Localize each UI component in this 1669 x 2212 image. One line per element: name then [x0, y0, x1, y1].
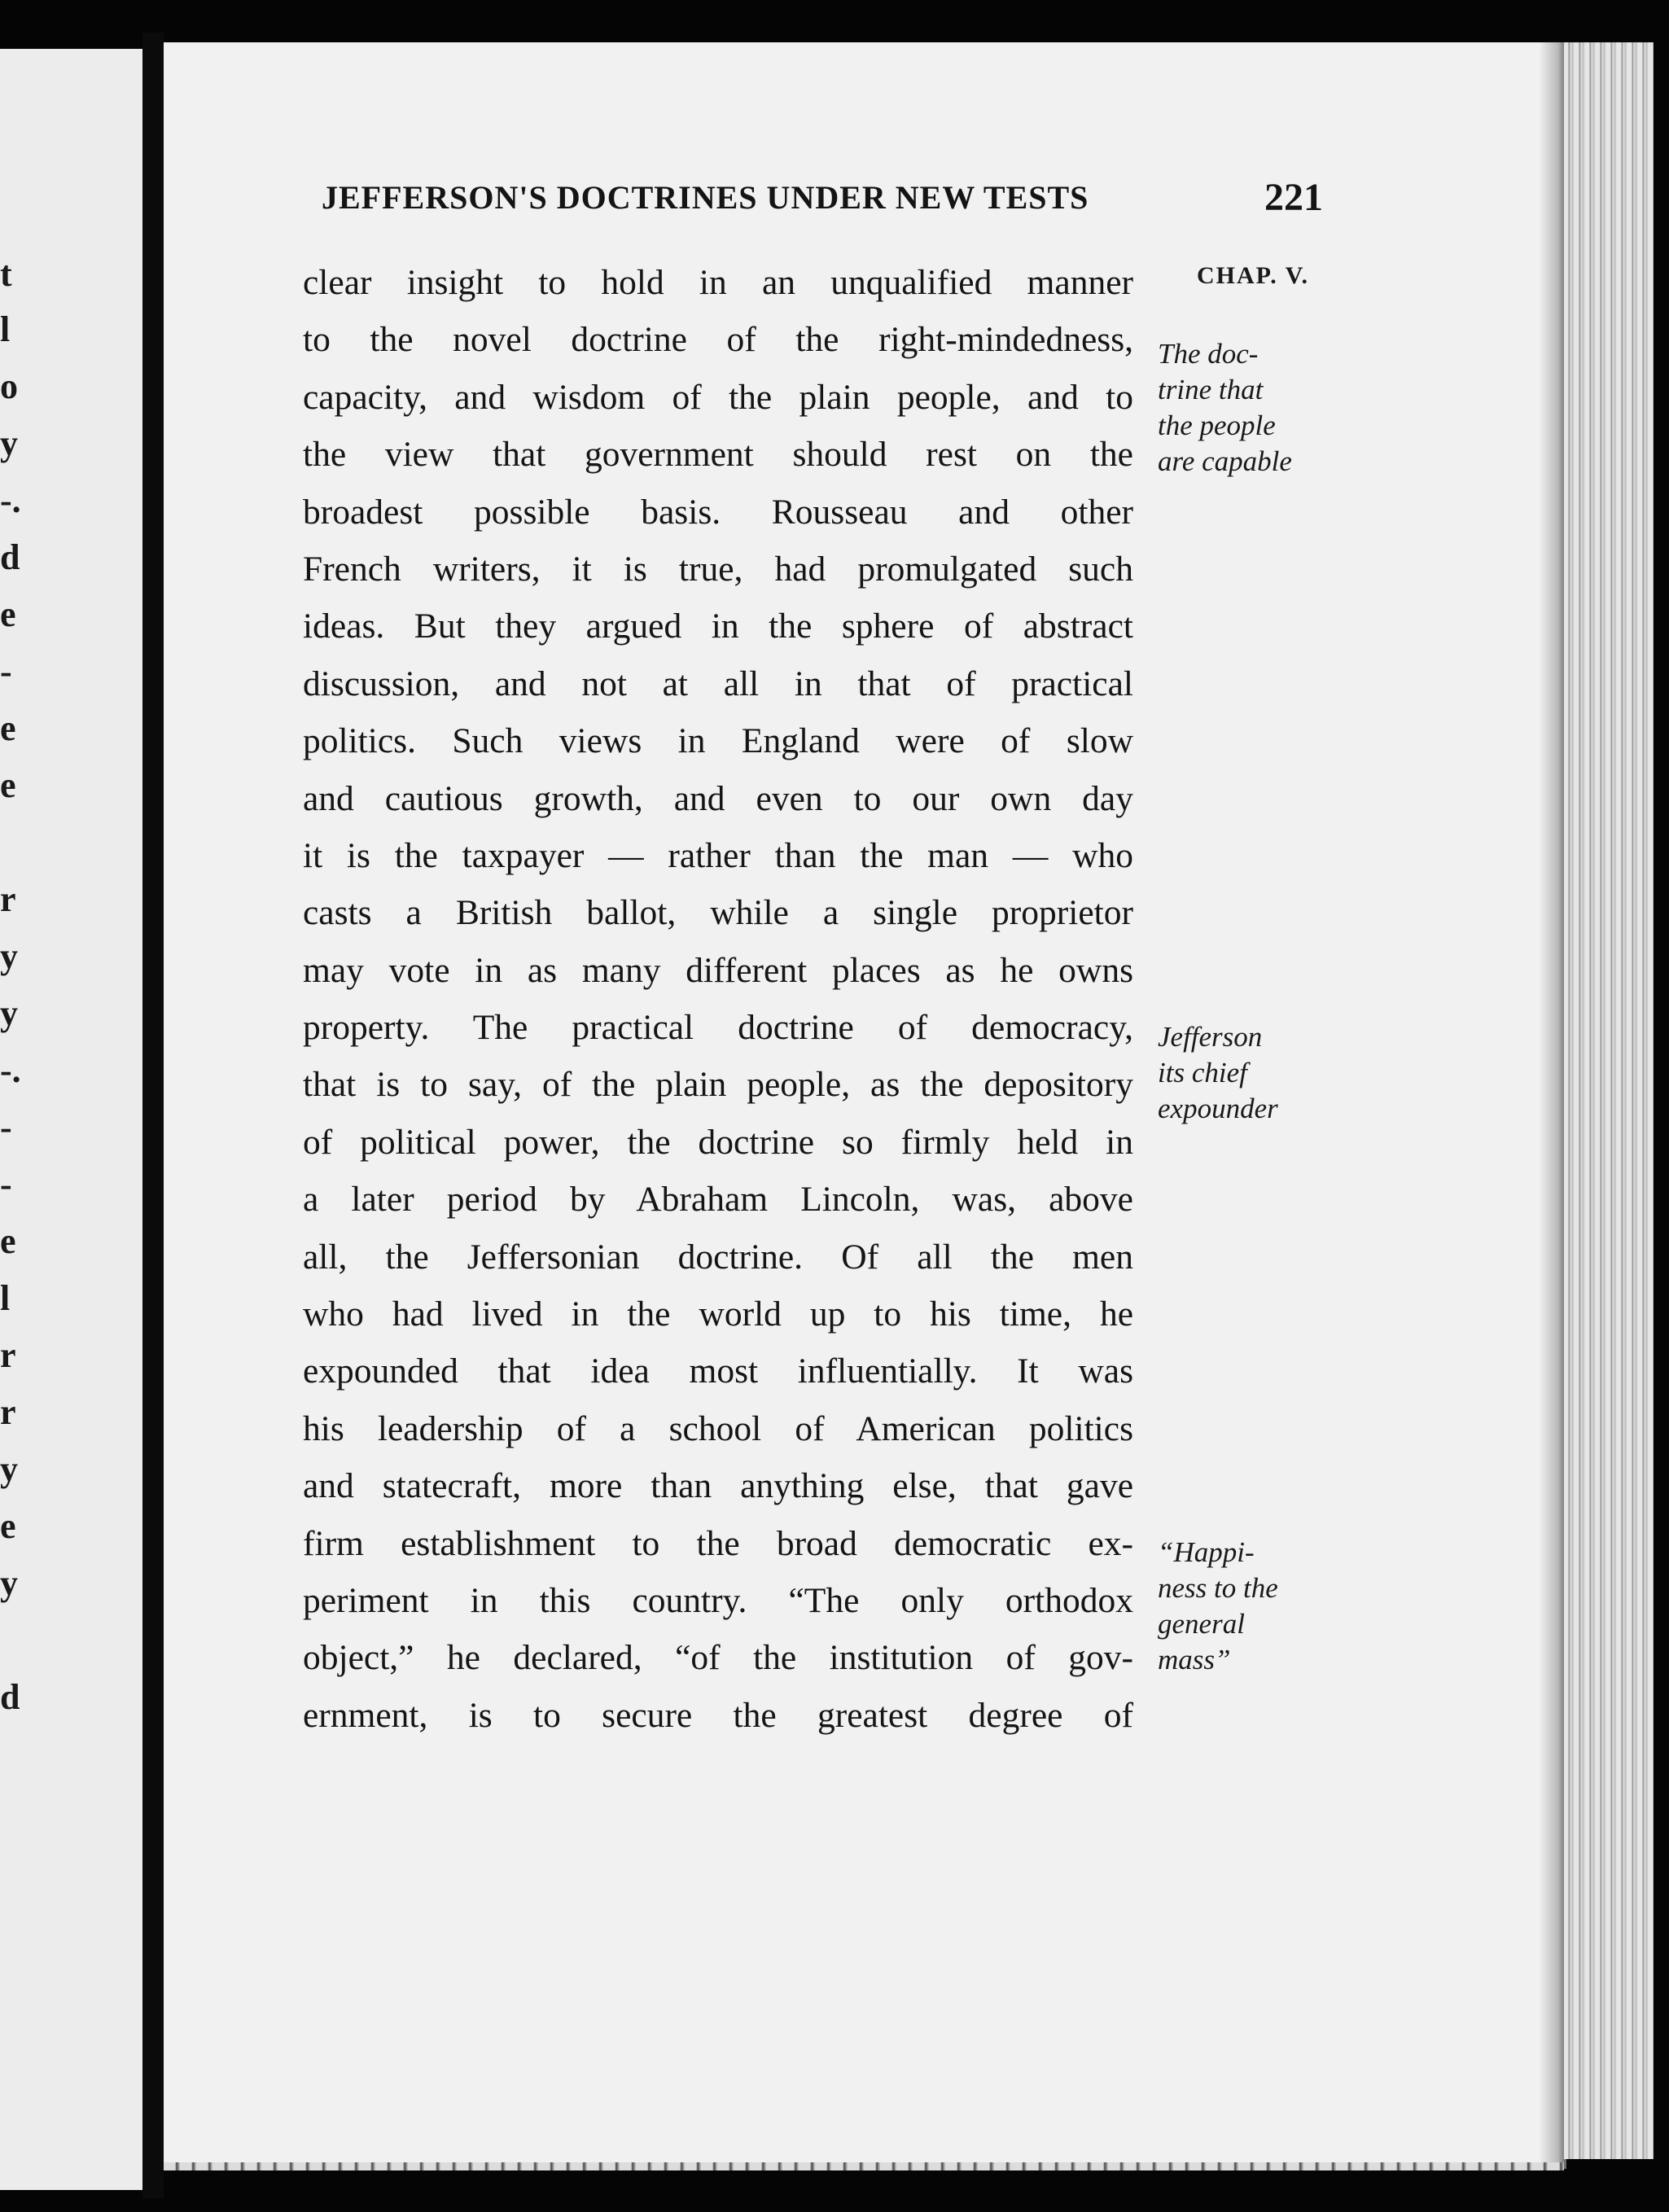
text-line: the view that government should rest on the [303, 435, 1133, 475]
facing-page-letter: e [0, 708, 16, 748]
side-note-line: The doc- [1158, 338, 1259, 370]
text-line: all, the Jeffersonian doctrine. Of all the men [303, 1237, 1133, 1277]
page-number: 221 [1264, 176, 1323, 219]
facing-page-letter: l [0, 1278, 11, 1318]
facing-page-letter: y [0, 423, 18, 463]
text-line: of political power, the doctrine so firmly held in [303, 1122, 1133, 1162]
body-text [303, 254, 1133, 1744]
facing-page-letter: e [0, 765, 16, 805]
facing-page-letter: y [0, 1449, 18, 1489]
facing-page-letter: - [0, 651, 12, 691]
text-line: that is to say, of the plain people, as the depository [303, 1065, 1133, 1105]
facing-page-letter: y [0, 936, 18, 976]
chapter-label: CHAP. V. [1197, 262, 1309, 289]
text-line: firm establishment to the broad democratic ex- [303, 1523, 1133, 1563]
facing-page-letter: r [0, 1335, 16, 1375]
text-line: it is the taxpayer — rather than the man — who [303, 835, 1133, 875]
text-line: and statecraft, more than anything else, that gave [303, 1466, 1133, 1506]
side-note-line: are capable [1158, 445, 1292, 477]
text-line: casts a British ballot, while a single proprietor [303, 893, 1133, 933]
text-line: French writers, it is true, had promulgated such [303, 549, 1133, 589]
text-line: discussion, and not at all in that of practical [303, 664, 1133, 703]
facing-page-letter: e [0, 1506, 16, 1546]
page-header [322, 175, 1323, 224]
text-line: broadest possible basis. Rousseau and other [303, 492, 1133, 532]
facing-page-letter: t [0, 254, 12, 294]
page-edge-shadow [1539, 42, 1566, 2169]
text-line: his leadership of a school of American politics [303, 1408, 1133, 1448]
side-note-line: ness to the [1158, 1572, 1278, 1604]
text-line: periment in this country. “The only orthodox [303, 1580, 1133, 1620]
text-line: and cautious growth, and even to our own day [303, 778, 1133, 818]
text-line: who had lived in the world up to his time, he [303, 1294, 1133, 1334]
facing-page-letter: e [0, 594, 16, 634]
facing-page-letter: - [0, 1107, 12, 1147]
text-line: ernment, is to secure the greatest degree of [303, 1695, 1133, 1735]
text-line: clear insight to hold in an unqualified manner [303, 263, 1133, 302]
text-line: property. The practical doctrine of democracy, [303, 1008, 1133, 1048]
text-line: may vote in as many different places as he owns [303, 950, 1133, 990]
text-line: ideas. But they argued in the sphere of abstract [303, 607, 1133, 646]
side-note [1158, 1019, 1329, 1127]
facing-page-letter: d [0, 537, 20, 577]
side-note-line: mass” [1158, 1644, 1231, 1675]
side-note [1158, 336, 1329, 480]
page-bottom-edge [164, 2162, 1564, 2170]
book-gutter [142, 33, 164, 2198]
book-fore-edge [1564, 42, 1654, 2159]
text-line: expounded that idea most influentially. It was [303, 1351, 1133, 1391]
text-line: a later period by Abraham Lincoln, was, above [303, 1180, 1133, 1220]
facing-page-letter: d [0, 1677, 20, 1717]
facing-page-letter: l [0, 309, 11, 349]
text-line: capacity, and wisdom of the plain people, and to [303, 377, 1133, 417]
facing-page-letter: -. [0, 1050, 21, 1090]
text-line: politics. Such views in England were of slow [303, 721, 1133, 761]
facing-page-letter: -. [0, 480, 21, 520]
side-note-line: “Happi- [1158, 1536, 1255, 1568]
facing-page-letter: e [0, 1221, 16, 1261]
running-head: JEFFERSON'S DOCTRINES UNDER NEW TESTS [322, 179, 1089, 216]
facing-page-letter: o [0, 366, 18, 406]
side-note-line: its chief [1158, 1057, 1247, 1088]
facing-page-sliver [0, 49, 142, 2190]
text-line: to the novel doctrine of the right-mindedness, [303, 320, 1133, 360]
side-note-line: general [1158, 1608, 1245, 1640]
side-note-line: the people [1158, 410, 1276, 441]
text-line: object,” he declared, “of the institution of gov- [303, 1638, 1133, 1678]
facing-page-letter: y [0, 1563, 18, 1603]
side-note-line: Jefferson [1158, 1021, 1263, 1053]
facing-page-letter: - [0, 1164, 12, 1204]
side-note-line: trine that [1158, 374, 1264, 405]
facing-page-letter: r [0, 879, 16, 919]
facing-page-letter: y [0, 993, 18, 1033]
facing-page-letter: r [0, 1392, 16, 1432]
side-note [1158, 1535, 1329, 1678]
side-note-line: expounder [1158, 1093, 1278, 1124]
